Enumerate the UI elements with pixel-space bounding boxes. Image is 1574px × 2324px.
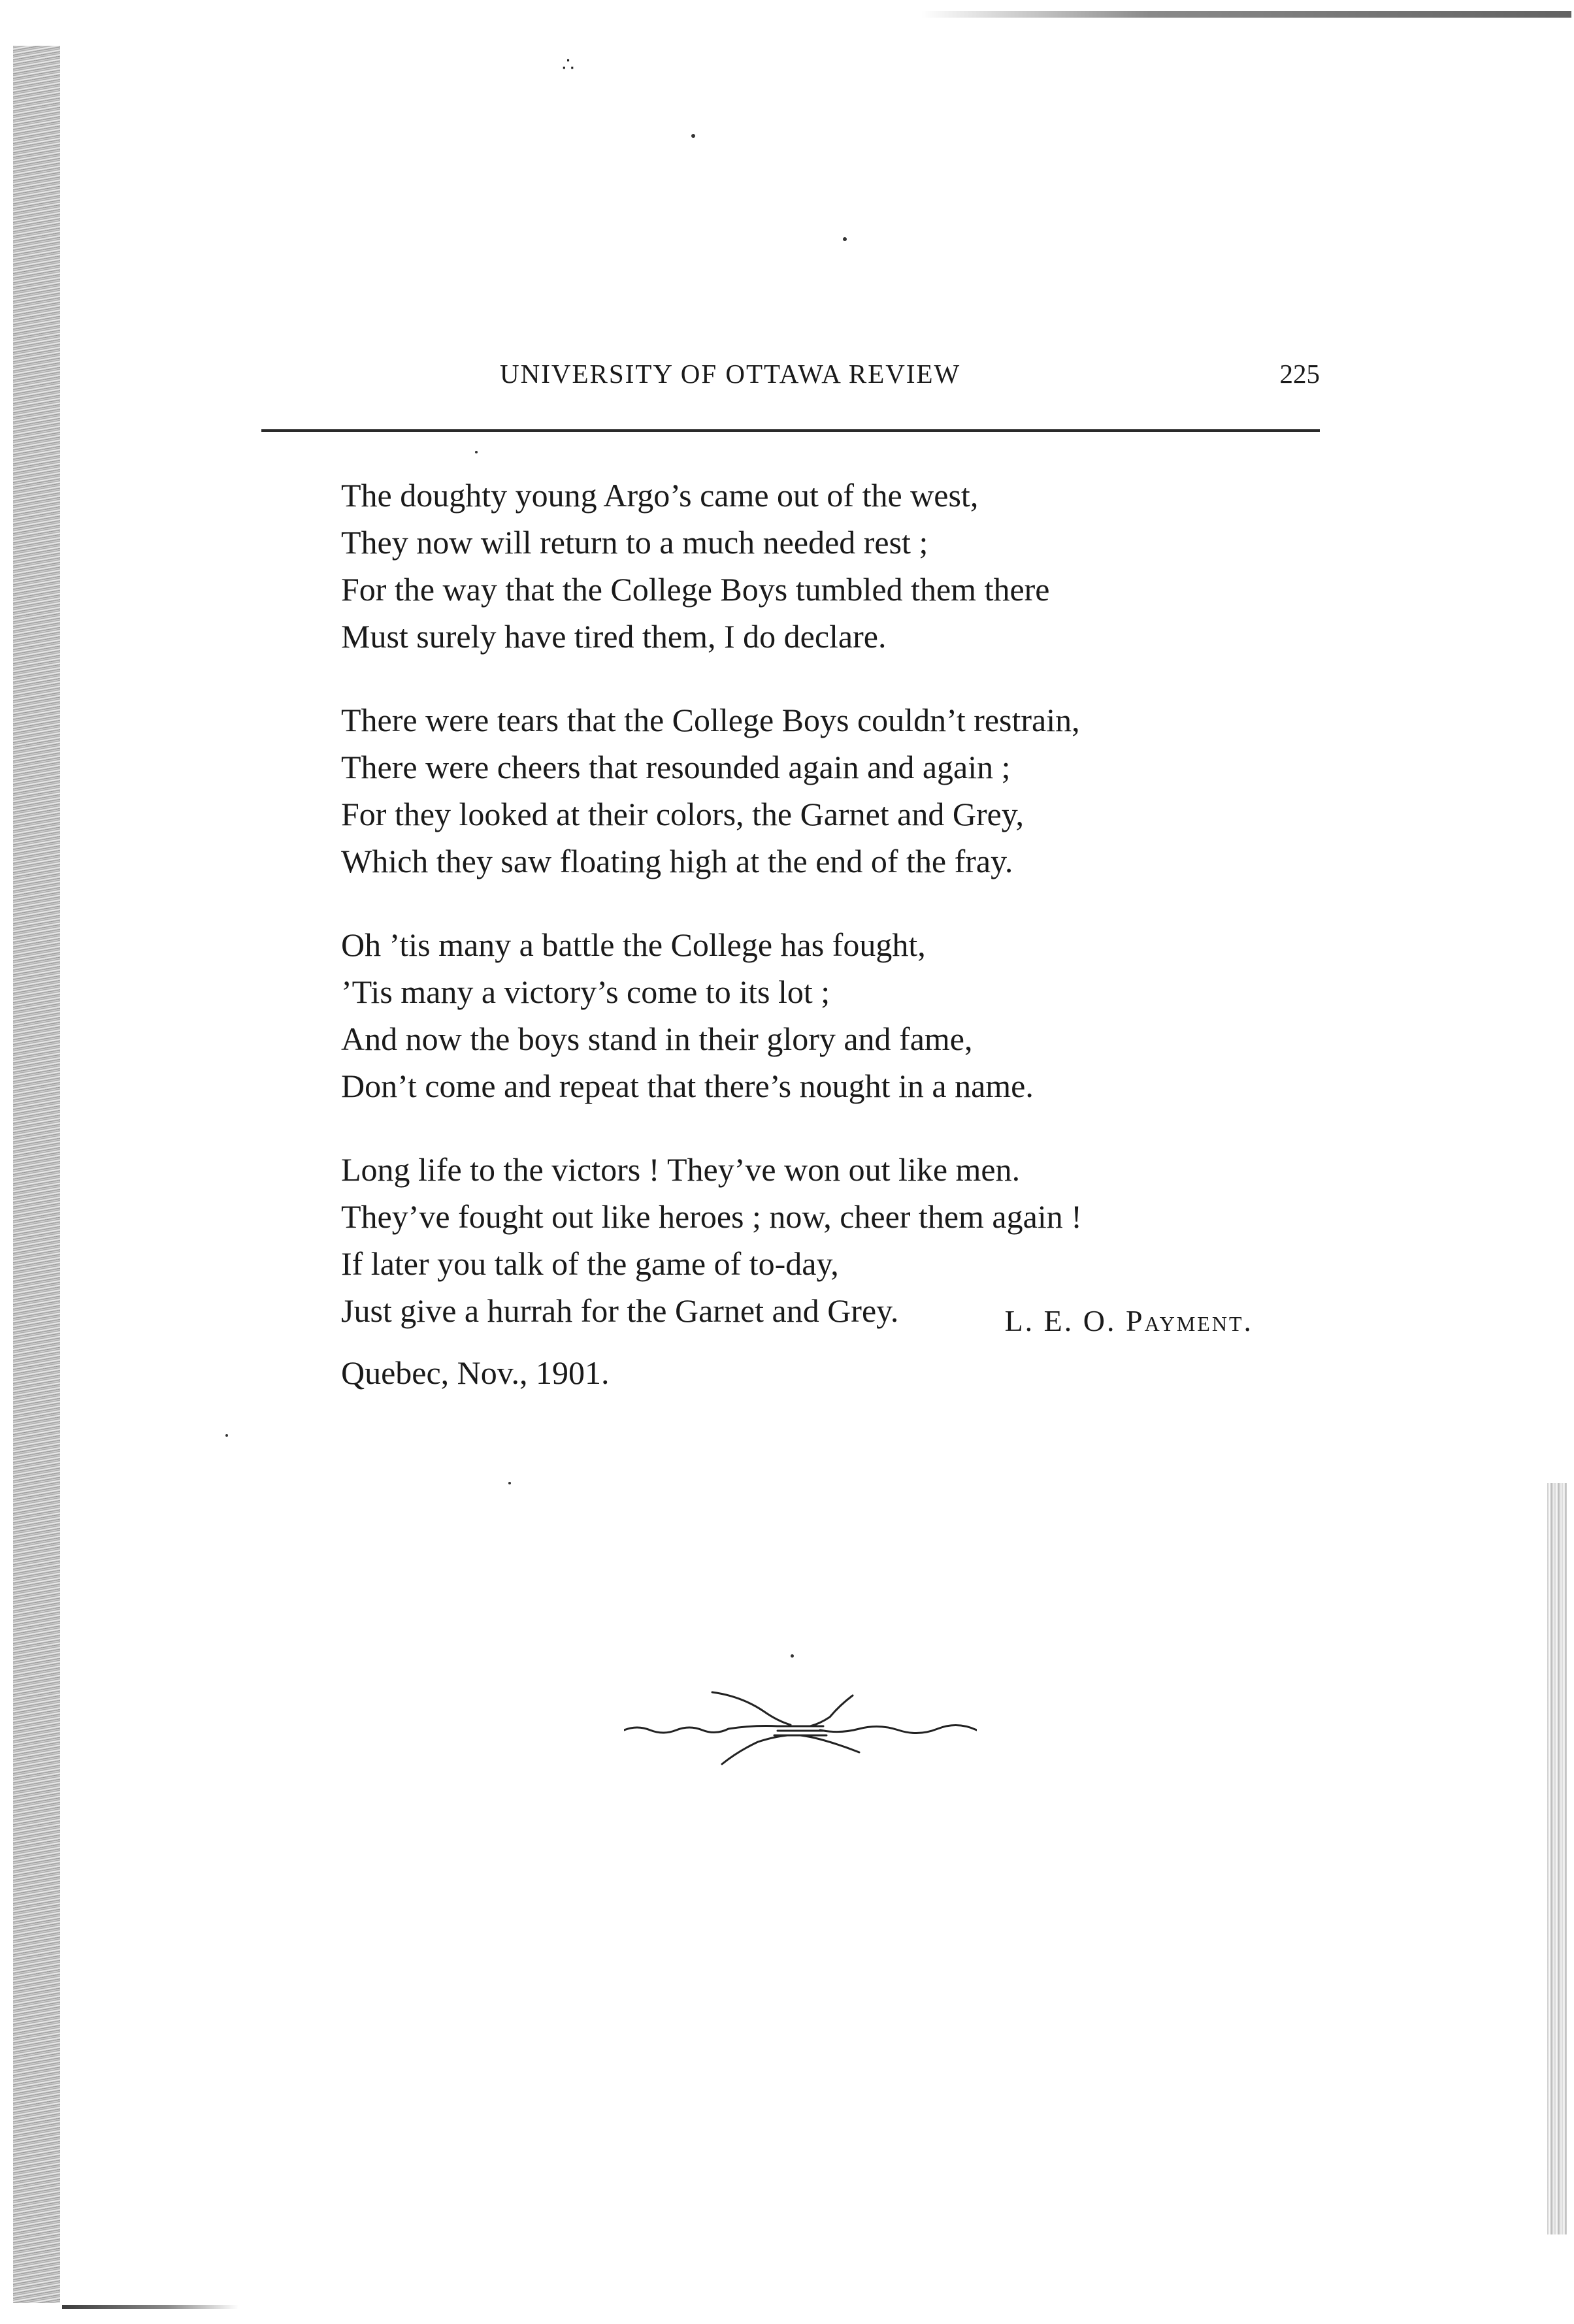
poem-line: There were cheers that resounded again and again ; (341, 749, 1011, 785)
stanza (341, 921, 1321, 1109)
stanza (341, 472, 1321, 660)
author-signature: L. E. O. Payment. (1004, 1304, 1253, 1337)
scan-speck-mark: ∴ (562, 54, 575, 76)
scan-left-edge (13, 46, 60, 2303)
scan-top-edge (921, 11, 1571, 18)
scan-speck (225, 1434, 228, 1437)
scan-speck (475, 451, 478, 453)
poem-line: Long life to the victors ! They’ve won out like men. (341, 1151, 1021, 1188)
journal-title: UNIVERSITY OF OTTAWA REVIEW (500, 359, 961, 389)
poem-line: If later you talk of the game of to-day, (341, 1245, 839, 1282)
scan-right-edge (1547, 1483, 1567, 2234)
page-number: 225 (1279, 359, 1320, 389)
scan-bottom-edge (62, 2305, 238, 2309)
poem-line: Just give a hurrah for the Garnet and Grey. (341, 1292, 899, 1329)
poem-line: Oh ’tis many a battle the College has fought, (341, 926, 926, 963)
poem-line: They’ve fought out like heroes ; now, cheer them again ! (341, 1198, 1082, 1235)
stanza (341, 696, 1321, 885)
scan-speck (843, 237, 847, 241)
running-header (261, 358, 1320, 404)
header-rule (261, 429, 1320, 432)
scan-speck (791, 1654, 794, 1658)
scan-speck (508, 1482, 511, 1484)
poem-line: Don’t come and repeat that there’s nought in a name. (341, 1068, 1034, 1104)
scan-speck (691, 134, 695, 138)
poem-line: Must surely have tired them, I do declare. (341, 618, 887, 655)
poem-line: And now the boys stand in their glory and fame, (341, 1021, 973, 1057)
decorative-flourish-icon (624, 1679, 977, 1777)
poem-line: ’Tis many a victory’s come to its lot ; (341, 974, 830, 1010)
poem (341, 472, 1321, 1371)
poem-line: For the way that the College Boys tumbled them there (341, 571, 1050, 608)
poem-line: Which they saw floating high at the end of the fray. (341, 843, 1013, 879)
poem-line: They now will return to a much needed rest ; (341, 524, 928, 561)
dateline: Quebec, Nov., 1901. (341, 1354, 610, 1391)
poem-line: For they looked at their colors, the Garnet and Grey, (341, 796, 1025, 832)
poem-line: The doughty young Argo’s came out of the west, (341, 477, 979, 514)
poem-line: There were tears that the College Boys couldn’t restrain, (341, 702, 1080, 738)
